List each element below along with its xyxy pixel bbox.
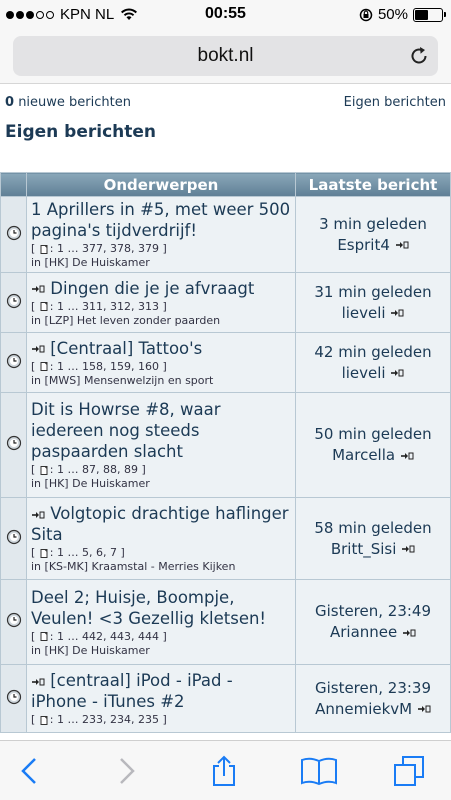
topic-status-cell (1, 580, 27, 665)
topic-title-line (31, 278, 292, 299)
battery-percent: 50% (377, 6, 408, 23)
page-links: [ : 1 … 5, 6, 7 ] (31, 546, 125, 559)
topic-title-line (31, 587, 292, 629)
forum-line (31, 256, 292, 270)
new-posts-label: nieuwe berichten (18, 95, 131, 110)
topic-clock-icon (6, 294, 22, 313)
page-numbers[interactable]: 1 … 311, 312, 313 (57, 299, 159, 313)
page-links: [ : 1 … 158, 159, 160 ] (31, 359, 167, 373)
forum-link[interactable]: [LZP] Het leven zonder paarden (44, 313, 221, 327)
forum-line (31, 374, 292, 388)
last-post-cell (296, 498, 451, 580)
last-post-user-line (296, 235, 450, 256)
forum-prefix: in (31, 373, 42, 387)
topic-title-link[interactable]: Dit is Howrse #8, waar iedereen nog steeds paspaarden slacht (31, 400, 221, 461)
forward-icon[interactable] (110, 755, 142, 787)
last-post-user[interactable]: Britt_Sisi (330, 539, 397, 558)
icon-column-header (1, 173, 27, 197)
topic-cell (27, 665, 296, 733)
topic-cell (27, 273, 296, 333)
page-numbers[interactable]: 1 … 233, 234, 235 (57, 713, 159, 726)
pages-icon (39, 360, 50, 373)
topic-title-link[interactable]: [Centraal] Tattoo's (50, 338, 203, 358)
topic-clock-icon (6, 613, 22, 632)
go-to-new-icon[interactable] (31, 671, 45, 690)
pages-icon (39, 630, 50, 643)
tabs-icon[interactable] (393, 755, 425, 787)
last-post-user-line (296, 622, 450, 643)
forum-link[interactable]: [MWS] Mensenwelzijn en sport (44, 373, 214, 387)
last-post-arrow-icon[interactable] (390, 364, 404, 382)
forum-prefix: in (31, 643, 42, 657)
forum-line (31, 644, 292, 658)
last-post-time: 58 min geleden (314, 518, 432, 537)
topic-title-link[interactable]: Dingen die je je afvraagt (50, 278, 255, 298)
last-post-user-line (296, 363, 450, 384)
topic-title-link[interactable]: Volgtopic drachtige haflinger Sita (31, 504, 289, 544)
forum-link[interactable]: [HK] De Huiskamer (44, 477, 150, 490)
topic-status-cell (1, 393, 27, 498)
page-numbers[interactable]: 1 … 5, 6, 7 (57, 546, 117, 559)
topic-status-cell (1, 665, 27, 733)
topic-title-line (31, 338, 292, 359)
topic-clock-icon (6, 530, 22, 549)
address-bar[interactable] (13, 36, 438, 76)
last-post-user[interactable]: Ariannee (329, 623, 398, 641)
last-post-time: 3 min geleden (319, 214, 427, 233)
page-links: [ : 1 … 442, 443, 444 ] (31, 629, 167, 643)
forum-link[interactable]: [HK] De Huiskamer (44, 643, 150, 657)
page-links: [ : 1 … 87, 88, 89 ] (31, 463, 146, 476)
forum-link[interactable]: [KS-MK] Kraamstal - Merries Kijken (44, 560, 236, 573)
last-post-arrow-icon[interactable] (395, 236, 409, 254)
last-post-time: Gisteren, 23:49 (314, 602, 432, 620)
url-text[interactable]: bokt.nl (197, 45, 254, 66)
pages-icon (39, 300, 50, 313)
last-post-time: 31 min geleden (314, 282, 432, 301)
topic-title-link[interactable]: 1 Aprillers in #5, met weer 500 pagina's tijdverdrijf! (31, 200, 291, 240)
page-numbers[interactable]: 1 … 158, 159, 160 (57, 359, 159, 373)
forum-prefix: in (31, 256, 42, 269)
topic-cell (27, 197, 296, 273)
last-post-user[interactable]: lieveli (341, 363, 386, 382)
topic-title-link[interactable]: Deel 2; Huisje, Boompje, Veulen! <3 Gezellig kletsen! (31, 587, 267, 628)
topic-clock-icon (6, 436, 22, 455)
last-post-user[interactable]: AnnemiekvM (315, 699, 413, 718)
topic-status-cell (1, 333, 27, 393)
last-post-arrow-icon[interactable] (400, 446, 414, 464)
topic-status-cell (1, 197, 27, 273)
pages-icon (39, 546, 50, 559)
page-numbers[interactable]: 1 … 442, 443, 444 (57, 629, 159, 643)
last-post-user-line (296, 699, 450, 720)
last-post-user-line (296, 539, 450, 560)
share-icon[interactable] (208, 755, 240, 787)
rotation-lock-icon (359, 8, 373, 22)
last-post-cell (296, 393, 451, 498)
page-numbers[interactable]: 1 … 87, 88, 89 (57, 463, 138, 476)
reload-icon[interactable] (408, 45, 430, 67)
table-header (1, 173, 451, 197)
last-post-user-line (296, 303, 450, 324)
browser-toolbar (0, 740, 451, 800)
table-row[interactable] (1, 197, 451, 273)
go-to-new-icon[interactable] (31, 504, 45, 523)
forum-link[interactable]: [HK] De Huiskamer (44, 256, 150, 269)
forum-line (31, 560, 292, 574)
topic-cell (27, 498, 296, 580)
table-row[interactable] (1, 665, 451, 733)
bookmarks-icon[interactable] (300, 755, 338, 787)
topics-table (0, 172, 451, 733)
back-icon[interactable] (14, 755, 46, 787)
page-links: [ : 1 … 233, 234, 235 ] (31, 713, 167, 726)
table-row[interactable] (1, 498, 451, 580)
pages-icon (39, 463, 50, 476)
go-to-new-icon[interactable] (31, 339, 45, 358)
forum-line (31, 477, 292, 491)
forum-prefix: in (31, 560, 42, 573)
topic-status-cell (1, 498, 27, 580)
topic-title-line (31, 199, 292, 241)
last-post-time: Gisteren, 23:39 (314, 678, 432, 697)
forum-line (31, 314, 292, 328)
last-post-arrow-icon[interactable] (402, 623, 416, 641)
forum-prefix: in (31, 477, 42, 490)
topic-cell (27, 393, 296, 498)
last-post-user[interactable]: lieveli (341, 303, 386, 322)
topic-title-line (31, 670, 292, 712)
last-post-time: 42 min geleden (314, 342, 432, 361)
clock: 00:55 (205, 5, 246, 22)
battery-area (359, 6, 443, 23)
new-posts-count: 0 (5, 95, 15, 110)
page-links: [ : 1 … 377, 378, 379 ] (31, 242, 167, 255)
table-row[interactable] (1, 333, 451, 393)
last-post-arrow-icon[interactable] (390, 304, 404, 322)
topic-title-line (31, 503, 292, 545)
topics-column-header: Onderwerpen (27, 173, 296, 197)
last-post-arrow-icon[interactable] (417, 700, 431, 718)
table-row[interactable] (1, 580, 451, 665)
last-post-time: 50 min geleden (314, 425, 432, 443)
last-post-cell (296, 333, 451, 393)
topic-title-line (31, 399, 292, 462)
page-links: [ : 1 … 311, 312, 313 ] (31, 299, 167, 313)
topic-clock-icon (6, 690, 22, 709)
table-row[interactable] (1, 393, 451, 498)
page-title: Eigen berichten (5, 122, 157, 142)
last-post-column-header: Laatste bericht (296, 173, 451, 197)
topic-cell (27, 333, 296, 393)
browser-chrome (0, 30, 451, 84)
last-post-user[interactable]: Marcella (332, 446, 396, 464)
table-row[interactable] (1, 273, 451, 333)
forum-prefix: in (31, 313, 42, 327)
last-post-user[interactable]: Esprit4 (337, 235, 390, 254)
page-numbers[interactable]: 1 … 377, 378, 379 (57, 242, 159, 255)
battery-icon (413, 8, 443, 22)
info-bar (5, 95, 446, 110)
topic-cell (27, 580, 296, 665)
topic-clock-icon (6, 354, 22, 373)
topic-status-cell (1, 273, 27, 333)
last-post-cell (296, 580, 451, 665)
last-post-user-line (296, 445, 450, 466)
last-post-cell (296, 273, 451, 333)
pages-icon (39, 713, 50, 726)
status-bar (0, 0, 451, 30)
pages-icon (39, 242, 50, 255)
topic-title-link[interactable]: [centraal] iPod - iPad - iPhone - iTunes #2 (31, 671, 233, 711)
topic-clock-icon (6, 226, 22, 245)
last-post-cell (296, 197, 451, 273)
last-post-cell (296, 665, 451, 733)
go-to-new-icon[interactable] (31, 279, 45, 298)
new-posts-link[interactable] (5, 95, 131, 110)
last-post-arrow-icon[interactable] (401, 540, 415, 558)
carrier-name: KPN NL (60, 6, 115, 23)
own-posts-link[interactable]: Eigen berichten (343, 95, 446, 110)
